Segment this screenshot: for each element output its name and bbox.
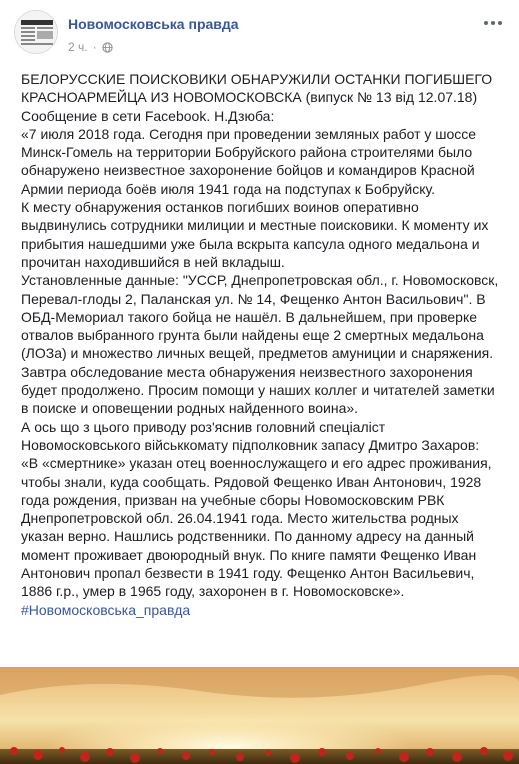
post-paragraph: А ось що з цього приводу роз'яснив головний спеціаліст Новомосковського військкомату підполковник запасу Дмитро Захаров: bbox=[21, 418, 480, 453]
poppy-field-sunset-image bbox=[0, 667, 519, 764]
post-timestamp[interactable]: 2 ч. bbox=[68, 40, 88, 54]
post-paragraph: «В «смертнике» указан отец военнослужащего и его адрес проживания, чтобы знали, куда сообщать. Рядовой Фещенко Иван Антонович, 1928 года рождения, призван на учебные сборы Новомосковским РВК Днепропетровской обл. 26.04.1941 года. Место жительства родных указан верно. Нашлись родственники. По данному адресу на данный момент проживает двоюродный внук. По книге памяти Фещенко Иван Антонович пропал безвести в 1941 году. Фещенко Антон Васильевич, 1886 г.р., умер в 1965 году, захоронен в г. Новомосковске». bbox=[21, 455, 492, 600]
hashtag-link[interactable]: #Новомосковська_правда bbox=[21, 601, 191, 618]
more-horizontal-icon[interactable] bbox=[481, 18, 505, 28]
post-headline: БЕЛОРУССКИЕ ПОИСКОВИКИ ОБНАРУЖИЛИ ОСТАНКИ ПОГИБШЕГО КРАСНОАРМЕЙЦА ИЗ НОВОМОСКОВСКА (випуск № 13 від 12.07.18) bbox=[21, 71, 493, 106]
page-name-link[interactable]: Новомосковська правда bbox=[68, 16, 239, 32]
post-paragraph: Установленные данные: "УССР, Днепропетровская обл., г. Новомосковск, Перевал-глоды 2, Паланская ул. № 14, Фещенко Антон Васильович". В ОБД-Мемориал такого бойца не нашёл. В дальнейшем, при проверке отвалов выбранного грунта были найдены еще 2 смертных медальона (ЛОЗа) и множество личных вещей, предметов амуниции и снаряжения. bbox=[21, 272, 499, 362]
post-meta: 2 ч. · bbox=[68, 40, 113, 54]
post-photo[interactable] bbox=[0, 667, 519, 764]
post-header bbox=[0, 0, 519, 64]
post-paragraph: Завтра обследование места обнаружения неизвестного захоронения будет продолжено. Просим помощи у наших коллег и читателей заметки в поиске и оповещении родных найденного воина». bbox=[21, 363, 495, 417]
post-paragraph: «7 июля 2018 года. Сегодня при проведении земляных работ у шоссе Минск-Гомель на территории Бобруйского района строителями было обнаружено неизвестное захоронение бойцов и командиров Красной Армии периода боёв июля 1941 года на подступах к Бобруйску. bbox=[21, 125, 477, 197]
post-paragraph: Сообщение в сети Facebook. Н.Дзюба: bbox=[21, 107, 275, 124]
globe-icon[interactable] bbox=[102, 42, 113, 53]
page-avatar[interactable] bbox=[14, 10, 58, 54]
newspaper-logo-icon bbox=[15, 11, 58, 54]
post-paragraph: К месту обнаружения останков погибших воинов оперативно выдвинулись сотрудники милиции и местные поисковики. К моменту их прибытия нашедшими уже была вскрыта капсула одного медальона и прочитан находившийся в ней вкладыш. bbox=[21, 199, 489, 270]
post-text bbox=[21, 70, 505, 619]
